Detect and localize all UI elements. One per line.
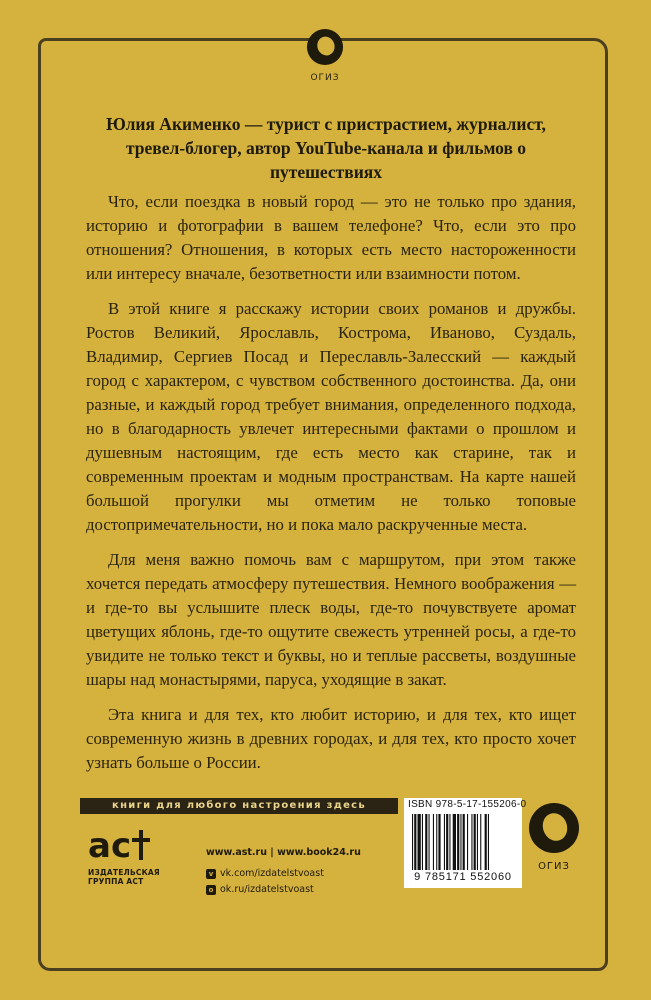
isbn-label: ISBN 978-5-17-155206-0 [408,799,527,810]
publisher-logo-top [303,28,347,83]
ast-cross-icon [131,828,151,862]
vk-link[interactable]: vk.com/izdatelstvoast [220,868,324,879]
website-links[interactable]: www.ast.ru | www.book24.ru [206,847,361,858]
ok-link-row[interactable] [206,883,361,896]
ogiz-ring-icon [306,28,344,66]
barcode-icon [412,814,516,870]
barcode-number: 9 785171 552060 [414,871,512,883]
publisher-logo-bottom [528,802,580,872]
ok-icon: o [206,885,216,895]
author-blurb: Юлия Акименко — турист с пристрастием, журналист, тревел-блогер, автор YouTube-канала и фильмов о путешествиях [106,114,546,182]
vk-link-row[interactable] [206,867,361,880]
paragraph: Эта книга и для тех, кто любит историю, и для тех, кто ищет современную жизнь в древних городах, и для тех, кто просто хочет узнать больше о России. [86,705,576,772]
ast-logo-mark [88,828,198,864]
ok-link[interactable]: ok.ru/izdatelstvoast [220,884,314,895]
paragraph: Для меня важно помочь вам с маршрутом, при этом также хочется передать атмосферу путешествия. Немного воображения — и где-то вы услышите плеск воды, где-то почувствуете аромат цветущих яблонь, где-то ощутите свежесть утренней росы, а где-то увидите не только текст и буквы, но и теплые рассветы, воздушные шары над монастырями, паруса, уходящие в закат. [86,550,576,689]
ast-logo [88,828,198,886]
description-text [86,190,576,786]
vk-icon: v [206,869,216,879]
publisher-links [206,846,361,899]
paragraph: Что, если поездка в новый город — это не только про здания, историю и фотографии в вашем телефоне? Что, если это про отношения? Отношения, в которых есть место настороженности или интересу вначале, безответности или взаимности потом. [86,192,576,283]
publisher-logo-text: ОГИЗ [538,861,570,872]
tagline-banner: книги для любого настроения здесь [80,798,398,814]
ast-caption: ИЗДАТЕЛЬСКАЯ ГРУППА АСТ [88,868,160,886]
publisher-logo-text: ОГИЗ [310,73,340,83]
barcode-box [404,798,527,888]
ogiz-ring-icon [528,802,580,854]
ast-logo-letters: ac [88,826,132,866]
paragraph: В этой книге я расскажу истории своих романов и дружбы. Ростов Великий, Ярославль, Кострома, Иваново, Суздаль, Владимир, Сергиев Посад и Переславль-Залесский — каждый город с характером, с чувством собственного достоинства. Да, они разные, и каждый город требует внимания, определенного подхода, но в благодарность увлечет интересными фактами о прошлом и душевным настоящим, где есть место как старине, так и современным проектам и модным пространствам. На карте нашей большой прогулки мы отметим не только топовые достопримечательности, но и пока мало раскрученные места. [86,299,576,534]
